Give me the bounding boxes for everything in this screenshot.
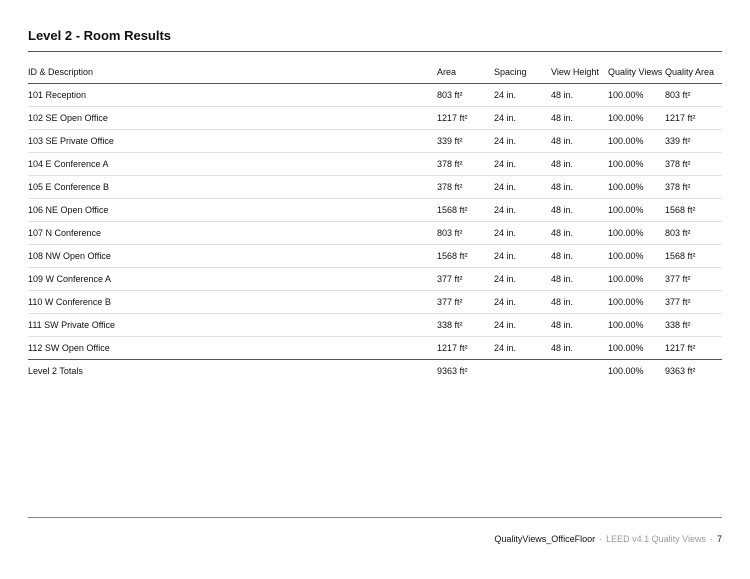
cell-area: 1217 ft² [437,337,494,360]
room-results-table [28,61,722,382]
footer-separator: · [709,534,713,544]
cell-quality-views: 100.00% [608,222,665,245]
cell-view-height: 48 in. [551,245,608,268]
cell-quality-area: 378 ft² [665,153,722,176]
table-row [28,199,722,222]
page-title: Level 2 - Room Results [28,28,172,43]
cell-description: 109 W Conference A [28,268,437,291]
cell-area: 378 ft² [437,176,494,199]
header-area: Area [437,61,494,84]
cell-spacing: 24 in. [494,314,551,337]
cell-view-height: 48 in. [551,153,608,176]
totals-quality-views: 100.00% [608,366,644,376]
cell-area: 1217 ft² [437,107,494,130]
cell-quality-views: 100.00% [608,337,665,360]
cell-spacing: 24 in. [494,84,551,107]
cell-spacing: 24 in. [494,268,551,291]
table-row [28,107,722,130]
totals-row [28,360,722,383]
table-row [28,268,722,291]
cell-quality-views: 100.00% [608,84,665,107]
cell-description: 104 E Conference A [28,153,437,176]
table-row [28,337,722,360]
cell-quality-area: 1568 ft² [665,245,722,268]
cell-area: 378 ft² [437,153,494,176]
cell-quality-views: 100.00% [608,130,665,153]
cell-view-height: 48 in. [551,107,608,130]
cell-area: 377 ft² [437,268,494,291]
cell-quality-area: 803 ft² [665,222,722,245]
cell-spacing: 24 in. [494,337,551,360]
cell-spacing: 24 in. [494,199,551,222]
cell-spacing: 24 in. [494,222,551,245]
totals-area: 9363 ft² [437,366,468,376]
header-description: ID & Description [28,61,437,84]
cell-quality-area: 339 ft² [665,130,722,153]
cell-description: 110 W Conference B [28,291,437,314]
cell-quality-area: 1217 ft² [665,337,722,360]
cell-spacing: 24 in. [494,107,551,130]
title-divider [28,51,722,52]
cell-view-height: 48 in. [551,337,608,360]
cell-description: 111 SW Private Office [28,314,437,337]
table-row [28,314,722,337]
cell-quality-views: 100.00% [608,245,665,268]
cell-quality-views: 100.00% [608,314,665,337]
footer-page-number: 7 [716,534,722,544]
cell-quality-views: 100.00% [608,153,665,176]
cell-area: 803 ft² [437,222,494,245]
table-row [28,84,722,107]
header-view-height: View Height [551,61,608,84]
table-row [28,153,722,176]
cell-area: 377 ft² [437,291,494,314]
cell-view-height: 48 in. [551,130,608,153]
cell-quality-area: 1568 ft² [665,199,722,222]
cell-quality-area: 377 ft² [665,268,722,291]
cell-area: 338 ft² [437,314,494,337]
cell-spacing: 24 in. [494,291,551,314]
cell-view-height: 48 in. [551,291,608,314]
header-row [28,61,722,84]
cell-quality-area: 377 ft² [665,291,722,314]
cell-view-height: 48 in. [551,199,608,222]
cell-quality-views: 100.00% [608,291,665,314]
cell-quality-views: 100.00% [608,107,665,130]
cell-quality-views: 100.00% [608,268,665,291]
header-quality-views: Quality Views [608,61,665,84]
footer-standard-name: LEED v4.1 Quality Views [606,534,706,544]
cell-view-height: 48 in. [551,222,608,245]
header-spacing: Spacing [494,61,551,84]
cell-spacing: 24 in. [494,176,551,199]
cell-description: 112 SW Open Office [28,337,437,360]
cell-description: 101 Reception [28,84,437,107]
cell-description: 102 SE Open Office [28,107,437,130]
cell-quality-views: 100.00% [608,176,665,199]
cell-view-height: 48 in. [551,84,608,107]
cell-area: 1568 ft² [437,245,494,268]
footer-separator: · [599,534,603,544]
table-header [28,61,722,84]
cell-description: 106 NE Open Office [28,199,437,222]
table-row [28,222,722,245]
footer-document-name: QualityViews_OfficeFloor [494,534,596,544]
totals-spacing [494,360,551,383]
cell-spacing: 24 in. [494,153,551,176]
cell-view-height: 48 in. [551,314,608,337]
cell-area: 339 ft² [437,130,494,153]
cell-quality-area: 338 ft² [665,314,722,337]
totals-quality-area: 9363 ft² [665,366,696,376]
table-row [28,291,722,314]
cell-quality-area: 803 ft² [665,84,722,107]
cell-area: 1568 ft² [437,199,494,222]
cell-description: 107 N Conference [28,222,437,245]
cell-view-height: 48 in. [551,176,608,199]
footer-divider [28,517,722,518]
totals-view-height [551,360,608,383]
cell-description: 108 NW Open Office [28,245,437,268]
header-quality-area: Quality Area [665,61,722,84]
cell-quality-area: 1217 ft² [665,107,722,130]
cell-area: 803 ft² [437,84,494,107]
page-footer [494,534,722,544]
cell-spacing: 24 in. [494,245,551,268]
table-body [28,84,722,383]
cell-quality-views: 100.00% [608,199,665,222]
table-row [28,245,722,268]
cell-description: 103 SE Private Office [28,130,437,153]
table-row [28,130,722,153]
cell-description: 105 E Conference B [28,176,437,199]
table-row [28,176,722,199]
cell-view-height: 48 in. [551,268,608,291]
cell-spacing: 24 in. [494,130,551,153]
totals-description: Level 2 Totals [28,366,83,376]
cell-quality-area: 378 ft² [665,176,722,199]
